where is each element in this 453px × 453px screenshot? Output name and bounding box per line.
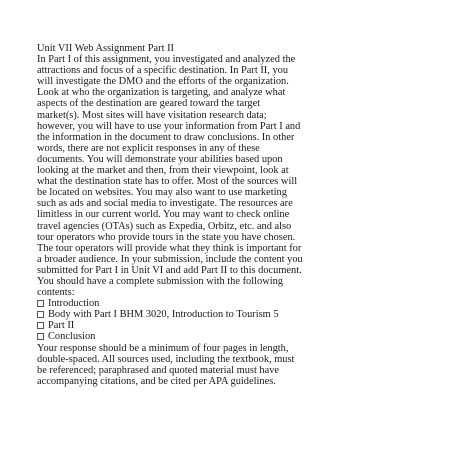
paragraph-line: the information in the document to draw conclusions. In other: [37, 131, 295, 143]
paragraph-line: In Part I of this assignment, you investigated and analyzed the: [37, 54, 296, 66]
list-item: [37, 331, 442, 342]
paragraph-line: accompanying citations, and be cited per APA guidelines.: [37, 375, 276, 387]
paragraph-line: such as ads and social media to investigate. The resources are: [37, 198, 293, 210]
paragraph-line: travel agencies (OTAs) such as Expedia, Orbitz, etc. and also: [37, 220, 292, 232]
list-item: [37, 320, 442, 331]
list-item-label: Body with Part I BHM 3020, Introduction to Tourism 5: [48, 309, 279, 321]
paragraph-line: documents. You will demonstrate your abilities based upon: [37, 153, 283, 165]
paragraph-line: Your response should be a minimum of four pages in length,: [37, 342, 289, 354]
paragraph-line: however, you will have to use your information from Part I and: [37, 120, 301, 132]
paragraph-line: contents:: [37, 287, 75, 299]
paragraph-line: words, there are not explicit responses in any of these: [37, 142, 260, 154]
paragraph-line: looking at the market and then, from their viewpoint, look at: [37, 165, 289, 177]
paragraph-line: aspects of the destination are geared toward the target: [37, 98, 261, 110]
list-item: [37, 309, 442, 320]
paragraph-line: be located on websites. You may also want to use marketing: [37, 187, 287, 199]
paragraph-line: a broader audience. In your submission, include the content you: [37, 253, 303, 265]
paragraph-line: be referenced; paraphrased and quoted material must have: [37, 364, 280, 376]
paragraph-line: double-spaced. All sources used, including the textbook, must: [37, 353, 295, 365]
paragraph-line: You should have a complete submission with the following: [37, 275, 283, 287]
paragraph-line: Look at who the organization is targeting, and analyze what: [37, 87, 286, 99]
document-title: Unit VII Web Assignment Part II: [37, 43, 175, 54]
paragraph-line: what the destination state has to offer. Most of the sources will: [37, 176, 298, 188]
requirements-paragraph: [37, 343, 442, 387]
paragraph-line: submitted for Part I in Unit VI and add Part II to this document.: [37, 264, 302, 276]
paragraph-line: The tour operators will provide what they think is important for: [37, 242, 302, 254]
bullet-box-icon: [37, 333, 44, 340]
paragraph-line: limitless in our current world. You may want to check online: [37, 209, 290, 221]
list-item-label: Part II: [48, 320, 75, 332]
document-page: [37, 43, 442, 387]
paragraph-line: will investigate the DMO and the efforts of the organization.: [37, 76, 289, 88]
contents-list: [37, 298, 442, 342]
bullet-box-icon: [37, 300, 44, 307]
list-item: [37, 298, 442, 309]
intro-paragraph: [37, 54, 442, 298]
paragraph-line: market(s). Most sites will have visitation research data;: [37, 109, 267, 121]
paragraph-line: tour operators who provide tours in the state you have chosen.: [37, 231, 296, 243]
list-item-label: Conclusion: [48, 331, 96, 343]
bullet-box-icon: [37, 311, 44, 318]
bullet-box-icon: [37, 322, 44, 329]
paragraph-line: attractions and focus of a specific destination. In Part II, you: [37, 65, 289, 77]
list-item-label: Introduction: [48, 298, 100, 310]
